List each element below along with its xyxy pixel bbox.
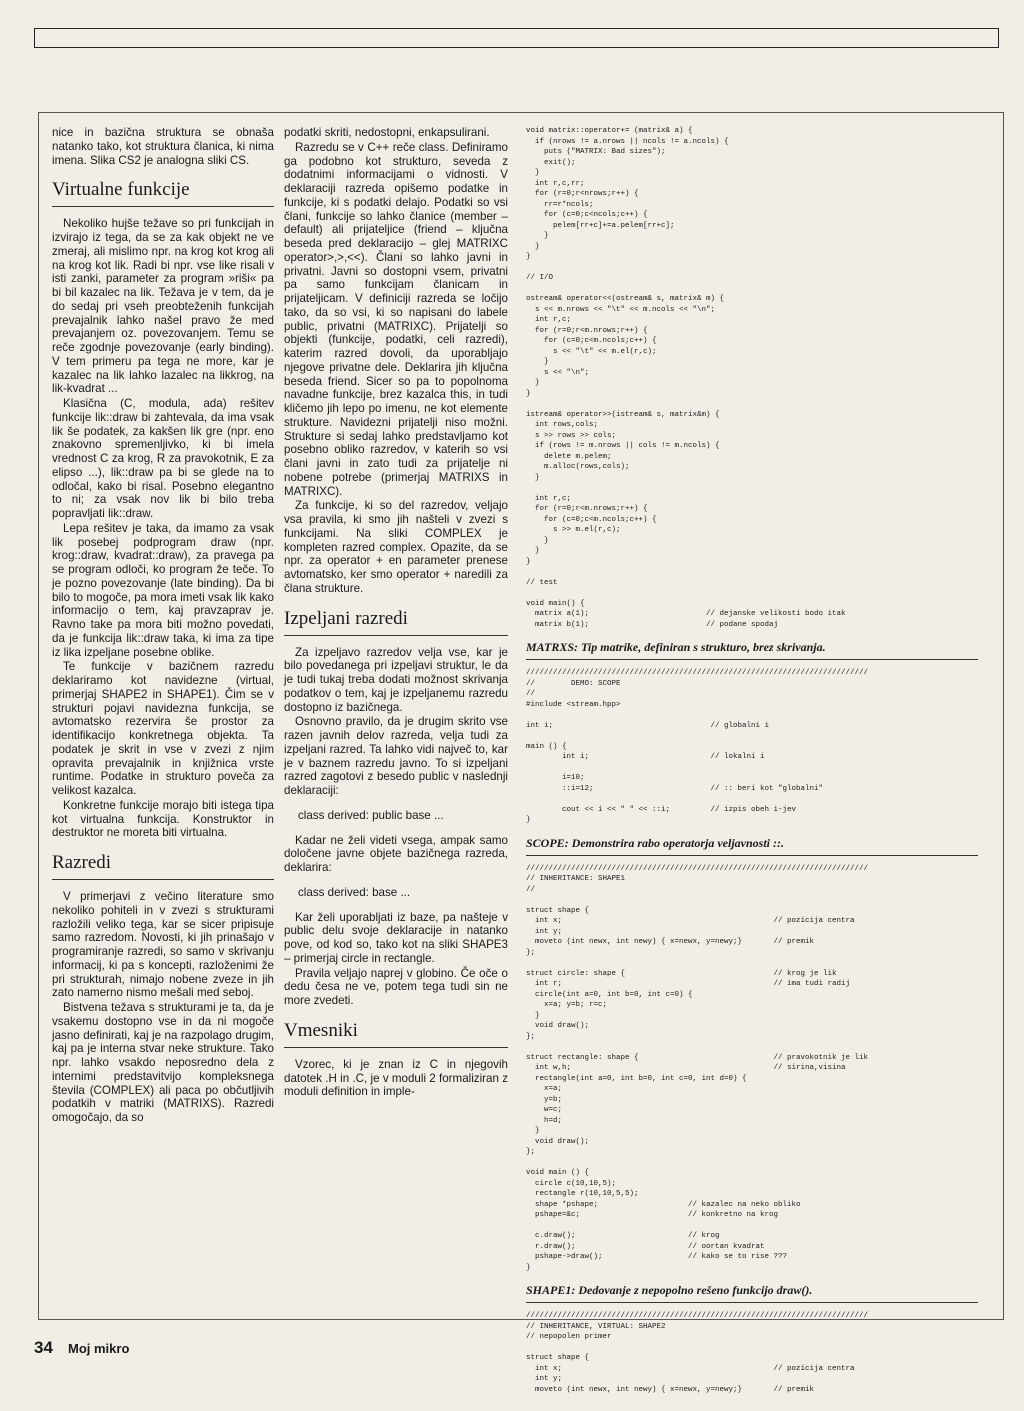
code-line: // nepopolen primer <box>526 1333 612 1341</box>
code-line: // INHERITANCE, VIRTUAL: SHAPE2 <box>526 1322 666 1331</box>
code-line: s >> m.el(r,c); <box>526 526 621 534</box>
code-line: delete m.pelem; <box>526 452 612 461</box>
code-line: h=d; <box>526 1116 563 1125</box>
code-line <box>526 895 978 906</box>
code-line: //////////////////////////////////////////////////////////////////////////// <box>526 669 869 677</box>
code-line: w=c; <box>526 1106 563 1114</box>
code-line: }; <box>526 1148 536 1156</box>
code-line: istream& operator>>(istream& s, matrix&m) { <box>526 410 720 419</box>
code-line: circle c(10,10,5); <box>526 1179 617 1188</box>
code-line: struct rectangle: shape { // pravokotnik je lik <box>526 1053 869 1062</box>
code-line: int i; // globalni i <box>526 721 770 730</box>
code-line <box>526 1221 978 1232</box>
code-line: } <box>526 358 549 366</box>
code-line: // test <box>526 578 558 587</box>
code-line <box>526 958 978 969</box>
code-line: if (rows != m.nrows || cols != m.ncols) { <box>526 442 720 450</box>
code-line: // DEMO: SCOPE <box>526 679 621 688</box>
page-number: 34 <box>34 1338 53 1357</box>
code-line: } <box>526 557 531 566</box>
code-line: circle(int a=0, int b=0, int c=0) { <box>526 990 693 999</box>
paragraph: Pravila veljajo naprej v globino. Če oče o dedu česa ne ve, potem tega tudi sin ne more zvedeti. <box>284 966 508 1007</box>
code-line: int y; <box>526 927 563 936</box>
code-line: s >> rows >> cols; <box>526 431 617 440</box>
top-rule-box <box>34 28 999 48</box>
code-line: for (r=0;r<nrows;r++) { <box>526 190 639 198</box>
code-line: ::i=12; // :: beri kot "globalni" <box>526 784 824 793</box>
code-line: } <box>526 1263 531 1272</box>
paragraph: Klasična (C, modula, ada) rešitev funkcije lik::draw bi zahtevala, da ima vsak lik še podatek, za kakšen lik gre (npr. eno znakovno spremenljivko, ki bi imela vrednost C za krog, R za pravokotnik, E za elipso ...), lik::draw pa bi se glede na to odločal, kako bi risal. Posebno elegantno to ni; za vsak nov lik bi bilo treba popravljati lik::draw. <box>52 397 274 520</box>
code-listing-shape2 <box>526 1311 978 1395</box>
magazine-name: Moj mikro <box>68 1341 130 1356</box>
code-line: int r; // ima tudi radij <box>526 980 851 988</box>
paragraph: Vzorec, ki je znan iz C in njegovih datotek .H in .C, je v moduli 2 formaliziran z moduli definition in imple- <box>284 1057 508 1099</box>
code-line: pshape->draw(); // kako se to rise ??? <box>526 1253 788 1261</box>
code-line: } <box>526 1011 540 1020</box>
code-line: } <box>526 473 540 482</box>
code-listing-scope <box>526 668 978 826</box>
code-line <box>526 731 978 742</box>
code-line: int r,c,rr; <box>526 179 585 188</box>
intro-paragraph: nice in bazična struktura se obnaša natanko tako, kot struktura članica, ki nima imena. Slika CS2 je analogna sliki CS. <box>52 126 274 167</box>
paragraph: V primerjavi z večino literature smo nekoliko pohiteli in v zvezi s strukturami razložili veliko tega, kar se sicer pripisuje samo razredom. Novosti, ki jih prinašajo v programiranje razredi, so samo v skrivanju informacij, ki pa s koncepti, razloženimi že pri strukturah, nimajo nobene zveze in jih zato namerno nismo mešali med seboj. <box>52 890 274 1000</box>
code-line: pshape=&c; // konkretno na krog <box>526 1211 779 1219</box>
code-line: m.alloc(rows,cols); <box>526 463 630 471</box>
code-line <box>526 284 978 295</box>
paragraph: Razredu se v C++ reče class. Definiramo ga podobno kot strukturo, seveda z dodatnimi informacijami o vidnosti. V deklaraciji razreda opišemo podatke in funkcije, ki s podatki delajo. Podatki so vsi člani, funkcije so lahko članice (member – default) ali prijateljice (friend – ključna beseda pred deklaracijo – glej MATRIXC operator>,>,<<). Člani so lahko javni in privatni. Javni so dostopni vsem, privatni pa samo funkcijam članicam in prijateljicam. V definiciji razreda se ločijo tako, da so vsi, ki so napisani do labele public, privatni (MATRIXC). Prijatelji so objekti (funkcije, podatki, celi razredi), katerim razred dovoli, da uporabljajo njegove privatne dele. Deklarira jih ključna beseda friend. Sicer so pa to popolnoma navadne funkcije, brez kazalca this, in tudi kličemo jih lepo po imenu, ne kot elemente strukture. Navidezni prijatelji niso možni. Strukture si sedaj lahko predstavljamo kot posebno obliko razredov, v katerih so vsi člani javni in zato tudi za prijatelje ni nobene potrebe (primerjaj MATRIXS in MATRIXC). <box>284 140 508 498</box>
code-line: } <box>526 536 549 545</box>
code-line: if (nrows != a.nrows || ncols != a.ncols) { <box>526 137 729 146</box>
code-line: s << "\n"; <box>526 368 590 377</box>
code-line <box>526 567 978 578</box>
code-line: for (r=0;r<m.nrows;r++) { <box>526 326 648 335</box>
code-line: int r,c; <box>526 494 572 503</box>
code-line: r.draw(); // oortan kvadrat <box>526 1242 765 1251</box>
code-line: }; <box>526 1032 536 1041</box>
code-line: main () { <box>526 742 567 751</box>
paragraph: Lepa rešitev je taka, da imamo za vsak lik posebej podprogram draw (npr. krog::draw, kvadrat::draw), za pravega pa se program odloči, ko program že teče. To je pozno povezovanje (late binding). Da bi bilo to mogoče, pa mora imeti vsak lik kako informacijo o tem, kaj pravzaprav je. Ravno take pa mora biti možno povedati, da je funkcija lik::draw taka, ki ima za tipe iz lika izpeljane posebne oblike. <box>52 521 274 659</box>
code-line <box>526 263 978 274</box>
column-middle <box>284 126 508 1312</box>
code-line <box>526 399 978 410</box>
paragraph: Za funkcije, ki so del razredov, veljajo vsa pravila, ki smo jih našteli v zvezi s funkcijami. Na sliki COMPLEX je kompleten razred complex. Opazite, da se npr. za operator + en parameter prenese avtomatsko, ker smo operator + naredili za člana strukture. <box>284 499 508 595</box>
code-line: } <box>526 547 540 555</box>
code-line: void draw(); <box>526 1022 590 1030</box>
code-line: for (c=0;c<m.ncols;c++) { <box>526 515 657 524</box>
paragraph: Osnovno pravilo, da je drugim skrito vse razen javnih delov razreda, velja tudi za izpeljani razred. Ta lahko vidi največ to, kar je v baznem razredu javno. To si izpeljani razred zagotovi z besedo public v naslednji deklaraciji: <box>284 715 508 797</box>
code-line: // I/O <box>526 274 554 282</box>
code-line: } <box>526 1127 540 1135</box>
code-line: s << m.nrows << "\t" << m.ncols << "\n"; <box>526 305 716 314</box>
code-line: struct shape { <box>526 906 590 915</box>
code-line: int x; // pozicija centra <box>526 1364 855 1373</box>
code-line: //////////////////////////////////////////////////////////////////////////// <box>526 1312 869 1320</box>
code-line: ostream& operator<<(ostream& s, matrix& m) { <box>526 295 725 303</box>
heading-virtual-functions: Virtualne funkcije <box>52 179 274 207</box>
paragraph: Konkretne funkcije morajo biti istega tipa kot virtualna funkcija. Konstruktor in destruktor ne moreta biti virtualna. <box>52 798 274 840</box>
code-line <box>526 1343 978 1354</box>
code-line: for (c=0;c<m.ncols;c++) { <box>526 337 657 345</box>
code-line: }; <box>526 948 536 957</box>
code-line: } <box>526 816 531 824</box>
code-listing-shape1 <box>526 864 978 1274</box>
code-line: matrix a(1); // dejanske velikosti bodo itak <box>526 610 846 618</box>
code-line: } <box>526 232 549 240</box>
code-line: int rows,cols; <box>526 421 599 429</box>
code-line: // <box>526 690 536 698</box>
code-line: rectangle r(10,10,5,5); <box>526 1190 639 1198</box>
code-line: pelem[rr+c]+=a.pelem[rr+c]; <box>526 221 675 230</box>
code-line <box>526 1158 978 1169</box>
paragraph: Nekoliko hujše težave so pri funkcijah in izvirajo iz tega, da se za kak objekt ne ve zmeraj, ali mislimo npr. na krog kot krog ali na krog kot lik. Radi bi npr. vse like risali v isti zanki, parameter za program »riši« pa bi bil kazalec na lik. Težava je v tem, da je do sedaj pri vseh preobteženih funkcijah prevajalnik lahko našel pravo že med prevajanjem oz. povezovanjem. Temu se reče zgodnje povezovanje (early binding). V tem primeru pa tega ne more, kar je kazalec na lik lahko lazalec na likkrog, na lik-kvadrat ... <box>52 217 274 396</box>
code-line: void draw(); <box>526 1137 590 1146</box>
code-line: matrix b(1); // podane spodaj <box>526 620 779 629</box>
code-line: int w,h; // sirina,visina <box>526 1064 846 1072</box>
code-line: shape *pshape; // kazalec na neko obliko <box>526 1200 801 1209</box>
code-line <box>526 794 978 805</box>
code-line: s << "\t" << m.el(r,c); <box>526 347 657 356</box>
code-line: //////////////////////////////////////////////////////////////////////////// <box>526 864 869 873</box>
code-line: void matrix::operator+= (matrix& a) { <box>526 127 693 135</box>
code-snippet-base: class derived: base ... <box>298 885 411 899</box>
code-line: } <box>526 242 540 251</box>
code-line: moveto (int newx, int newy) { x=newx, y=newy;} // premik <box>526 1385 815 1394</box>
code-line: for (r=0;r<m.nrows;r++) { <box>526 505 648 513</box>
code-line: moveto (int newx, int newy) { x=newx, y=newy;} // premik <box>526 938 815 946</box>
paragraph: Kar želi uporabljati iz baze, pa našteje v public delu svoje deklaracije in natanko pove, od kod so, tako kot na sliki SHAPE3 – primerjaj circle in rectangle. <box>284 910 508 965</box>
code-line: int i; // lokalni i <box>526 753 765 761</box>
code-line: struct circle: shape { // krog je lik <box>526 969 837 978</box>
code-line <box>526 588 978 599</box>
code-line: puts ("MATRIX: Bad sizes"); <box>526 148 666 156</box>
caption-scope: SCOPE: Demonstrira rabo operatorja veljavnosti ::. <box>526 836 978 856</box>
caption-matrxs: MATRXS: Tip matrike, definiran s strukturo, brez skrivanja. <box>526 640 978 660</box>
code-line: } <box>526 389 531 398</box>
code-line <box>526 483 978 494</box>
code-line: i=10; <box>526 774 585 782</box>
code-line: rectangle(int a=0, int b=0, int c=0, int d=0) { <box>526 1074 747 1083</box>
paragraph: Te funkcije v bazičnem razredu deklariramo kot navidezne (virtual, primerjaj SHAPE2 in SHAPE1). Čim se v strukturi pojavi navidezna funkcija, se avtomatsko rezervira še prostor za identifikacijo konkretnega objekta. Ta podatek je skrit in vse v zvezi z njim opravita prevajalnik in knjižnica vrste runtime. Podatke in strukturo poveča za velikost kazalca. <box>52 660 274 797</box>
paragraph: Kadar ne želi videti vsega, ampak samo določene javne objete bazičnega razreda, deklarira: <box>284 833 508 874</box>
code-line: x=a; y=b; r=c; <box>526 1001 608 1009</box>
code-line: void main () { <box>526 1169 590 1177</box>
code-listing-matrix <box>526 126 978 630</box>
code-line: rr=r*ncols; <box>526 200 594 209</box>
code-line <box>526 763 978 774</box>
paragraph: Za izpeljavo razredov velja vse, kar je bilo povedanega pri izpeljavi struktur, le da je tudi tukaj treba dodati možnost skrivanja podatkov o tem, kaj je izpeljanemu razredu dostopno iz bazičnega. <box>284 645 508 714</box>
code-line: y=b; <box>526 1095 563 1104</box>
code-line <box>526 710 978 721</box>
code-line: #include <stream.hpp> <box>526 700 621 709</box>
heading-interfaces: Vmesniki <box>284 1020 508 1048</box>
code-line: exit(); <box>526 158 576 167</box>
code-line: int x; // pozicija centra <box>526 917 855 925</box>
code-line: c.draw(); // krog <box>526 1232 720 1240</box>
code-snippet-public-base: class derived: public base ... <box>298 808 444 822</box>
code-line: x=a; <box>526 1085 563 1093</box>
code-line: struct shape { <box>526 1354 590 1362</box>
code-line: void main() { <box>526 599 585 608</box>
code-line: } <box>526 253 531 261</box>
code-line: // INHERITANCE: SHAPE1 <box>526 875 626 883</box>
code-line: cout << i << " " << ::i; // izpis obeh i-jev <box>526 805 797 814</box>
code-line: } <box>526 169 540 177</box>
caption-shape1: SHAPE1: Dedovanje z nepopolno rešeno funkcijo draw(). <box>526 1283 978 1303</box>
code-line: int y; <box>526 1375 563 1383</box>
code-line <box>526 1042 978 1053</box>
heading-classes: Razredi <box>52 852 274 880</box>
code-line: int r,c; <box>526 316 572 324</box>
column-left <box>52 126 274 1312</box>
code-line: // <box>526 885 536 894</box>
code-line: for (c=0;c<ncols;c++) { <box>526 211 648 219</box>
paragraph: Bistvena težava s strukturami je ta, da je vsakemu dostopno vse in da ni mogoče jasno definirati, kaj je na razpolago drugim, kaj pa je interna stvar neke strukture. Tako npr. lahko vsakdo neposredno dela z internimi predstavitvijo kompleksnega števila (COMPLEX) ali paca po občutljivih podatkih v matriki (MATRIXS). Razredi omogočajo, da so <box>52 1001 274 1124</box>
column-right-code <box>526 126 978 1394</box>
code-line: } <box>526 379 540 387</box>
paragraph: podatki skriti, nedostopni, enkapsulirani. <box>284 126 490 139</box>
heading-derived-classes: Izpeljani razredi <box>284 608 508 636</box>
